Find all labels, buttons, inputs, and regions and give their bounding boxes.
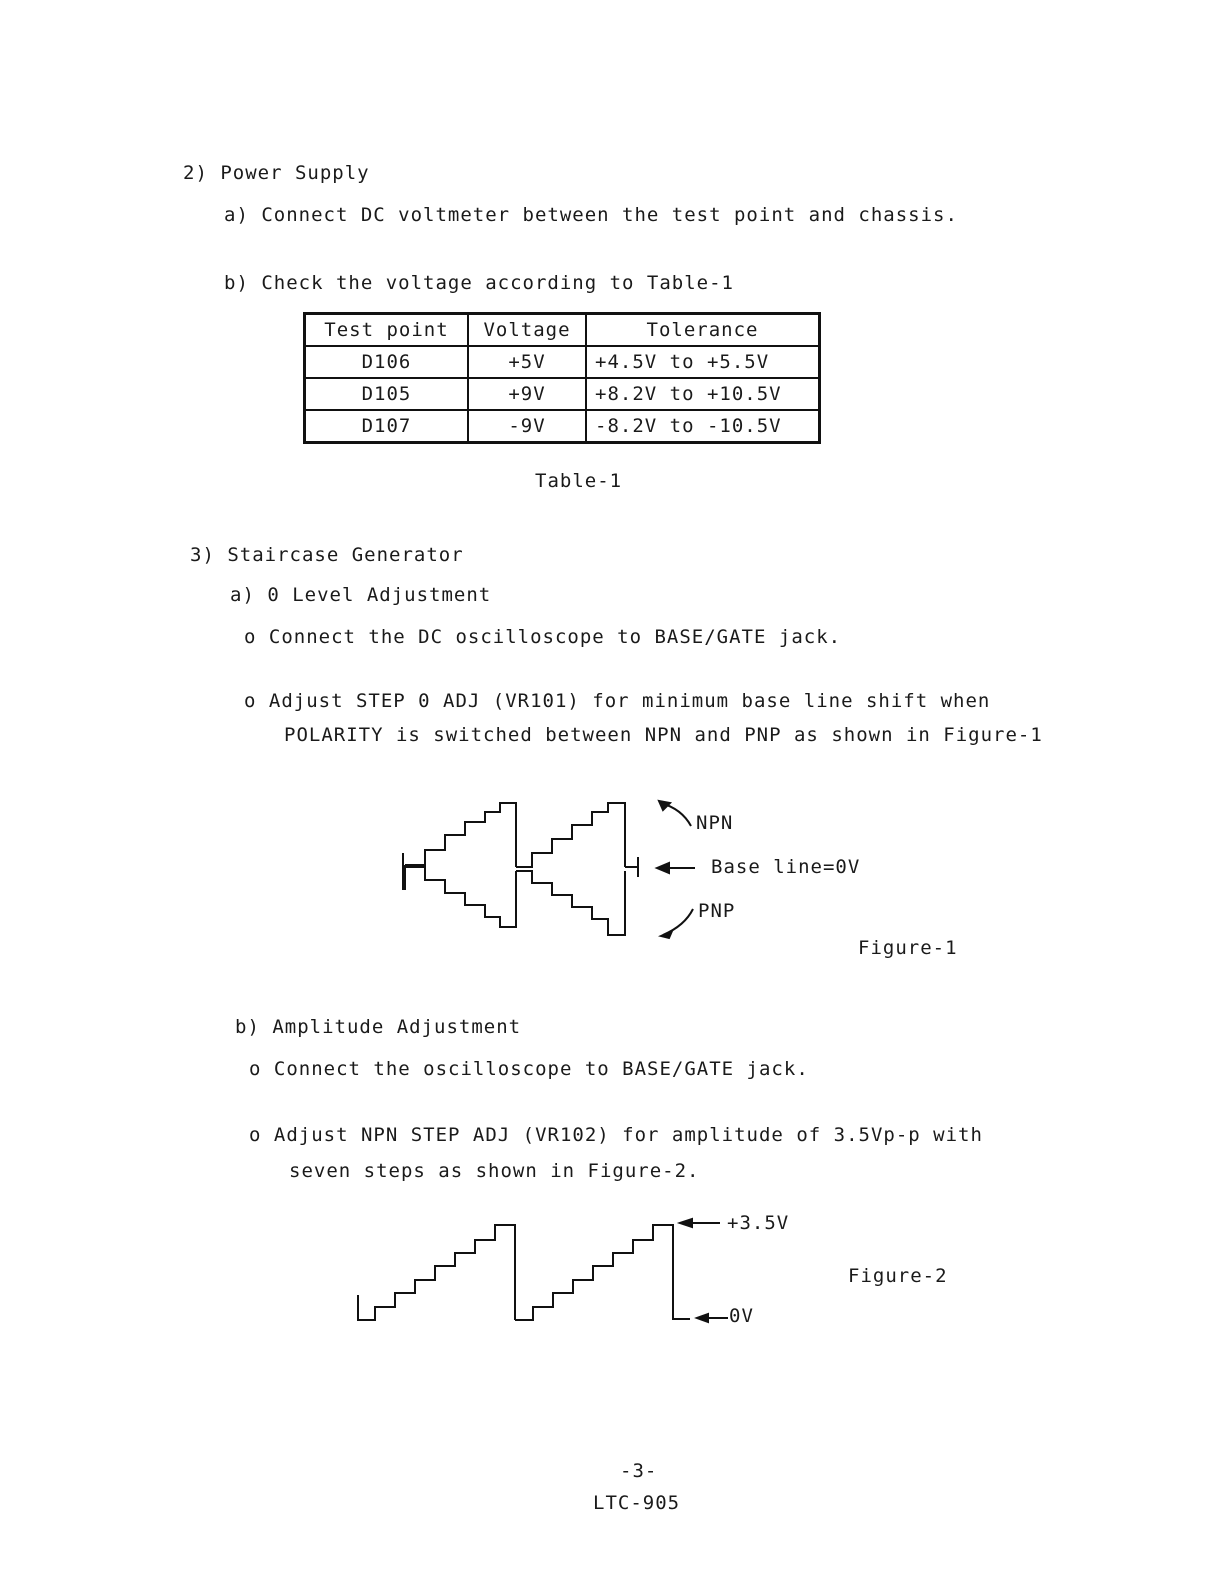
section-3-heading: 3) Staircase Generator [190,544,464,566]
pnp-label: PNP [698,900,736,922]
step-2b-text: b) Check the voltage according to Table-1 [224,272,734,294]
table-cell: +5V [468,346,586,378]
step-3a-item-1: o Connect the DC oscilloscope to BASE/GATE jack. [244,626,842,648]
top-level-label: +3.5V [727,1212,790,1234]
document-id: LTC-905 [593,1492,681,1514]
table-row [305,378,820,410]
step-3b-item-1: o Connect the oscilloscope to BASE/GATE jack. [249,1058,809,1080]
table-header-row [305,314,820,347]
step-2a-text: a) Connect DC voltmeter between the test point and chassis. [224,204,958,226]
table-cell: +4.5V to +5.5V [586,346,820,378]
table-cell: -8.2V to -10.5V [586,410,820,443]
table-cell: D106 [305,346,469,378]
table-caption: Table-1 [535,470,623,492]
staircase-waveform-1 [358,1225,515,1320]
table-cell: -9V [468,410,586,443]
step-3a-item-2-line-1: o Adjust STEP 0 ADJ (VR101) for minimum base line shift when [244,690,991,712]
table-cell: D105 [305,378,469,410]
staircase-waveform-2 [515,1225,690,1320]
figure-1-caption: Figure-1 [858,937,958,959]
step-3a-title: a) 0 Level Adjustment [230,584,492,606]
step-3b-item-2-line-2: seven steps as shown in Figure-2. [289,1160,700,1182]
pnp-staircase-1 [405,865,516,927]
npn-label: NPN [696,812,734,834]
pnp-arrow-icon [663,909,693,935]
step-3a-item-2-line-2: POLARITY is switched between NPN and PNP as shown in Figure-1 [284,724,1043,746]
baseline-label: Base line=0V [711,856,861,878]
figure-2-caption: Figure-2 [848,1265,948,1287]
figure-2-diagram [350,1215,730,1330]
voltage-table [303,312,821,444]
zero-level-label: 0V [729,1305,754,1327]
table-cell: +9V [468,378,586,410]
table-header: Test point [305,314,469,347]
table-header: Tolerance [586,314,820,347]
table-row [305,346,820,378]
npn-staircase-2 [516,803,625,867]
step-3b-item-2-line-1: o Adjust NPN STEP ADJ (VR102) for amplitude of 3.5Vp-p with [249,1124,983,1146]
page-number: -3- [620,1460,658,1482]
table-cell: +8.2V to +10.5V [586,378,820,410]
npn-staircase-1 [405,803,516,867]
table-header: Voltage [468,314,586,347]
step-3b-title: b) Amplitude Adjustment [235,1016,522,1038]
pnp-staircase-2 [516,871,625,935]
table-cell: D107 [305,410,469,443]
table-row [305,410,820,443]
section-2-heading: 2) Power Supply [183,162,370,184]
